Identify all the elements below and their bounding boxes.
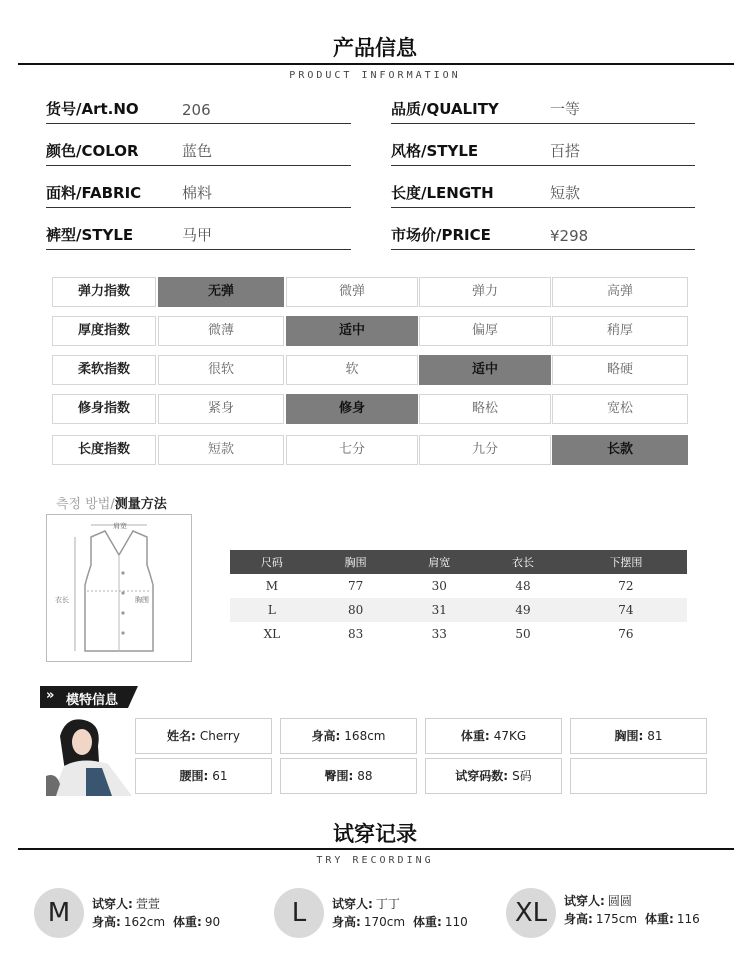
model-field-value: 168cm xyxy=(344,729,386,743)
weight-value: 110 xyxy=(444,915,468,929)
index-option: 宽松 xyxy=(552,394,688,424)
model-field xyxy=(135,758,272,794)
try-person-line xyxy=(564,892,700,910)
index-option-selected: 修身 xyxy=(286,394,418,424)
info-value: 短款 xyxy=(550,184,581,202)
table-cell: 30 xyxy=(431,579,447,593)
info-row-color xyxy=(46,139,351,166)
weight-label: 体重: xyxy=(645,912,674,926)
index-option: 高弹 xyxy=(552,277,688,307)
model-field-label: 身高: xyxy=(311,729,341,743)
index-option: 很软 xyxy=(158,355,284,385)
title-divider xyxy=(18,848,734,850)
model-field xyxy=(425,718,562,754)
info-value: 棉料 xyxy=(182,184,213,202)
weight-label: 体重: xyxy=(173,915,202,929)
table-row xyxy=(230,622,687,646)
index-option: 略硬 xyxy=(552,355,688,385)
info-row-length xyxy=(391,181,695,208)
info-row-style xyxy=(46,223,351,250)
index-option: 弹力 xyxy=(419,277,551,307)
length-label: 衣长 xyxy=(55,596,69,604)
model-photo-icon xyxy=(46,716,132,796)
table-cell: 48 xyxy=(515,579,531,593)
index-option: 九分 xyxy=(419,435,551,465)
info-value: ¥298 xyxy=(550,227,589,245)
index-option: 微薄 xyxy=(158,316,284,346)
model-field-value: 81 xyxy=(647,729,663,743)
model-field-value: 88 xyxy=(357,769,373,783)
model-field-label: 姓名: xyxy=(167,729,196,743)
weight-label: 体重: xyxy=(413,915,442,929)
person-value: 丁丁 xyxy=(375,897,400,911)
model-field-value: S码 xyxy=(512,769,532,783)
model-field-label: 腰围: xyxy=(179,769,209,783)
model-field-value: 61 xyxy=(212,769,228,783)
index-option: 偏厚 xyxy=(419,316,551,346)
index-option-selected: 适中 xyxy=(419,355,551,385)
model-field-label: 胸围: xyxy=(614,729,644,743)
product-info-title: 产品信息 xyxy=(333,36,417,60)
table-cell: 49 xyxy=(481,598,565,622)
product-info-subtitle: PRODUCT INFORMATION xyxy=(289,70,461,81)
info-row-price xyxy=(391,223,695,250)
measure-title-korean: 측정 방법/ xyxy=(56,497,115,512)
info-row-style-type xyxy=(391,139,695,166)
table-cell: 31 xyxy=(397,598,481,622)
try-measure-line xyxy=(332,913,468,931)
table-cell: 72 xyxy=(618,579,634,593)
height-value: 162cm xyxy=(123,915,166,929)
person-label: 试穿人: xyxy=(332,897,373,911)
index-name: 修身指数 xyxy=(52,394,156,424)
shoulder-header: 肩宽 xyxy=(397,550,481,574)
info-value: 百搭 xyxy=(550,142,581,160)
table-row xyxy=(230,574,687,598)
index-option: 稍厚 xyxy=(552,316,688,346)
measure-diagram xyxy=(46,514,192,662)
info-label: 面料/FABRIC xyxy=(46,184,142,202)
model-field xyxy=(280,758,417,794)
info-label: 风格/STYLE xyxy=(391,142,479,160)
chest-header: 胸围 xyxy=(314,550,398,574)
height-label: 身高: xyxy=(564,912,593,926)
index-option: 微弹 xyxy=(286,277,418,307)
info-label: 颜色/COLOR xyxy=(46,142,139,160)
index-option-selected: 长款 xyxy=(552,435,688,465)
try-record-text xyxy=(332,895,468,931)
vest-diagram-icon xyxy=(47,515,191,661)
index-option: 短款 xyxy=(158,435,284,465)
info-label: 货号/Art.NO xyxy=(46,100,139,118)
info-label: 品质/QUALITY xyxy=(391,100,499,118)
model-field xyxy=(570,718,707,754)
try-person-line xyxy=(92,895,220,913)
person-label: 试穿人: xyxy=(92,897,133,911)
model-heading-text: 模特信息 xyxy=(66,693,119,708)
height-value: 175cm xyxy=(595,912,638,926)
index-option: 略松 xyxy=(419,394,551,424)
height-label: 身高: xyxy=(332,915,361,929)
model-field xyxy=(425,758,562,794)
info-value: 一等 xyxy=(550,100,581,118)
length-header: 衣长 xyxy=(481,550,565,574)
model-field-value: 47KG xyxy=(493,729,527,743)
info-label: 市场价/PRICE xyxy=(391,226,491,244)
model-field xyxy=(570,758,707,794)
model-field-value: Cherry xyxy=(199,729,240,743)
index-name: 厚度指数 xyxy=(52,316,156,346)
try-record-text xyxy=(92,895,220,931)
person-value: 萱萱 xyxy=(135,897,160,911)
index-row xyxy=(52,277,688,309)
shoulder-label: 肩宽 xyxy=(113,522,127,530)
index-name: 弹力指数 xyxy=(52,277,156,307)
index-row xyxy=(52,355,688,387)
title-divider xyxy=(18,63,734,65)
try-person-line xyxy=(332,895,468,913)
info-label: 裤型/STYLE xyxy=(46,226,134,244)
model-photo xyxy=(46,716,132,796)
table-cell: 80 xyxy=(314,598,398,622)
try-recording-subtitle: TRY RECORDING xyxy=(316,855,434,866)
person-label: 试穿人: xyxy=(564,894,605,908)
index-option: 软 xyxy=(286,355,418,385)
index-option-selected: 适中 xyxy=(286,316,418,346)
table-cell: 77 xyxy=(347,579,364,593)
info-row-fabric xyxy=(46,181,351,208)
table-cell: 76 xyxy=(618,627,634,641)
hem-header: 下摆围 xyxy=(565,550,687,574)
height-value: 170cm xyxy=(363,915,406,929)
model-field-label: 臀围: xyxy=(324,769,354,783)
size-circle-badge: M xyxy=(34,888,84,938)
info-value: 蓝色 xyxy=(182,142,213,160)
size-circle-badge: XL xyxy=(506,888,556,938)
table-row xyxy=(230,598,687,622)
index-row xyxy=(52,316,688,348)
model-field-label: 体重: xyxy=(460,729,490,743)
try-measure-line xyxy=(92,913,220,931)
table-cell: L xyxy=(230,598,314,622)
index-option-selected: 无弹 xyxy=(158,277,284,307)
size-table xyxy=(230,550,687,646)
table-cell: 33 xyxy=(431,627,447,641)
try-recording-title: 试穿记录 xyxy=(333,822,417,846)
weight-value: 116 xyxy=(676,912,700,926)
info-row-quality xyxy=(391,97,695,124)
index-row xyxy=(52,394,688,426)
weight-value: 90 xyxy=(204,915,221,929)
table-cell: 50 xyxy=(515,627,531,641)
size-header: 尺码 xyxy=(230,550,314,574)
model-info-heading xyxy=(40,686,138,708)
table-cell: M xyxy=(265,579,278,593)
try-measure-line xyxy=(564,910,700,928)
model-field xyxy=(280,718,417,754)
table-cell: 83 xyxy=(347,627,364,641)
index-name: 长度指数 xyxy=(52,435,156,465)
measure-title xyxy=(56,493,167,512)
index-option: 七分 xyxy=(286,435,418,465)
size-circle-badge: L xyxy=(274,888,324,938)
table-cell: 74 xyxy=(565,598,687,622)
height-label: 身高: xyxy=(92,915,121,929)
chest-label: 胸围 xyxy=(135,596,149,604)
info-value: 马甲 xyxy=(182,226,213,244)
double-chevron-icon: » xyxy=(46,688,55,703)
model-field xyxy=(135,718,272,754)
info-value: 206 xyxy=(182,101,211,119)
try-record-text xyxy=(564,892,700,928)
info-label: 长度/LENGTH xyxy=(391,184,494,202)
index-name: 柔软指数 xyxy=(52,355,156,385)
person-value: 圆圆 xyxy=(607,894,632,908)
table-cell: XL xyxy=(263,627,281,641)
measure-title-cn: 测量方法 xyxy=(114,497,167,512)
index-option: 紧身 xyxy=(158,394,284,424)
model-field-label: 试穿码数: xyxy=(455,769,509,783)
info-row-art-no xyxy=(46,97,351,124)
index-row xyxy=(52,435,688,467)
size-table-header xyxy=(230,550,687,574)
